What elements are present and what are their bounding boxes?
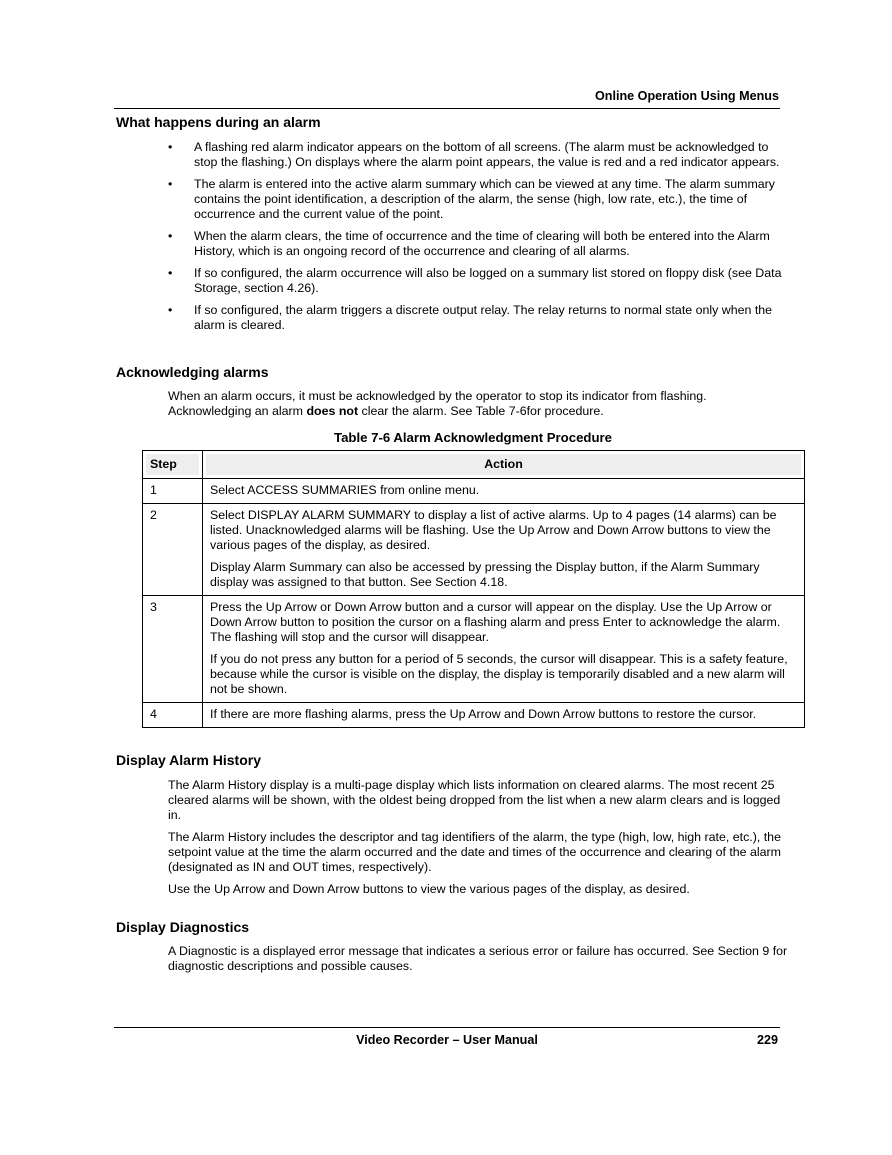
ack-text-start: When an alarm occurs, it must be acknowledged by the operator to stop its indicator from flashing. Acknowledging an alarm [168,389,707,418]
bullet-item: • If so configured, the alarm occurrence will also be logged on a summary list stored on floppy disk (see Data Storage, section 4.26). [168,266,783,296]
bullet-item: • When the alarm clears, the time of occurrence and the time of clearing will both be entered into the Alarm History, which is an ongoing record of the occurrence and clearing of all alarms. [168,229,783,259]
header-action: Action [203,451,805,479]
alarm-history-body [168,778,788,904]
footer-rule [114,1027,780,1028]
action-cell [203,703,805,728]
bullet-item: • The alarm is entered into the active alarm summary which can be viewed at any time. The alarm summary contains the point identification, a description of the alarm, the sense (high, low rate, etc.), the time of occurrence and the current value of the point. [168,177,783,222]
action-text: Select DISPLAY ALARM SUMMARY to display a list of active alarms. Up to 4 pages (14 alarms) can be listed. Unacknowledged alarms will be flashing. Use the Up Arrow and Down Arrow buttons to view the various pages of the display, as desired. [210,508,777,552]
diagnostics-body [168,944,788,981]
paragraph: A Diagnostic is a displayed error message that indicates a serious error or failure has occurred. See Section 9 for diagnostic descriptions and possible causes. [168,944,788,973]
acknowledging-paragraph [168,389,788,426]
table-header-row [143,451,805,479]
table-row [143,596,805,703]
paragraph: Use the Up Arrow and Down Arrow buttons to view the various pages of the display, as desired. [168,882,690,896]
alarm-bullet-list [168,140,783,340]
page-number: 229 [756,1033,778,1047]
header-rule [114,108,780,109]
action-cell [203,596,805,703]
action-cell [203,504,805,596]
step-cell: 4 [143,703,203,728]
section-heading-alarm: What happens during an alarm [116,114,321,130]
section-heading-diagnostics: Display Diagnostics [116,919,250,935]
procedure-table [142,450,805,728]
footer-title: Video Recorder – User Manual [356,1033,538,1047]
header-step: Step [143,451,203,479]
step-cell: 1 [143,479,203,504]
action-text: If you do not press any button for a period of 5 seconds, the cursor will disappear. This is a safety feature, because while the cursor is visible on the display, the display is temporarily disabled and a new alarm will not be shown. [210,652,788,696]
ack-text-bold: does not [306,404,359,418]
section-heading-alarm-history: Display Alarm History [116,752,261,768]
action-cell [203,479,805,504]
action-text: If there are more flashing alarms, press the Up Arrow and Down Arrow buttons to restore the cursor. [210,707,757,721]
paragraph: The Alarm History display is a multi-page display which lists information on cleared alarms. The most recent 25 cleared alarms will be shown, with the oldest being dropped from the list when a new alarm clears and is logged in. [168,778,781,822]
step-cell: 3 [143,596,203,703]
step-cell: 2 [143,504,203,596]
ack-text-end: clear the alarm. See Table 7-6for procedure. [358,404,604,418]
action-text: Press the Up Arrow or Down Arrow button and a cursor will appear on the display. Use the Up Arrow or Down Arrow button to position the cursor on a flashing alarm and press Enter to acknowledge the alarm. The flashing will stop and the cursor will disappear. [210,600,781,644]
running-header: Online Operation Using Menus [594,89,779,103]
table-row [143,479,805,504]
table-caption: Table 7-6 Alarm Acknowledgment Procedure [334,430,612,445]
paragraph: The Alarm History includes the descriptor and tag identifiers of the alarm, the type (high, low, high rate, etc.), the setpoint value at the time the alarm occurred and the date and times of the occurrence and clearing of the alarm (designated as IN and OUT times, respectively). [168,830,781,874]
action-text: Display Alarm Summary can also be accessed by pressing the Display button, if the Alarm Summary display was assigned to that button. See Section 4.18. [210,560,760,589]
table-row [143,504,805,596]
table-row [143,703,805,728]
bullet-item: • A flashing red alarm indicator appears on the bottom of all screens. (The alarm must be acknowledged to stop the flashing.) On displays where the alarm point appears, the value is red and a red indicator appears. [168,140,783,170]
bullet-item: • If so configured, the alarm triggers a discrete output relay. The relay returns to normal state only when the alarm is cleared. [168,303,783,333]
action-text: Select ACCESS SUMMARIES from online menu. [210,483,480,497]
section-heading-acknowledging: Acknowledging alarms [116,364,269,380]
